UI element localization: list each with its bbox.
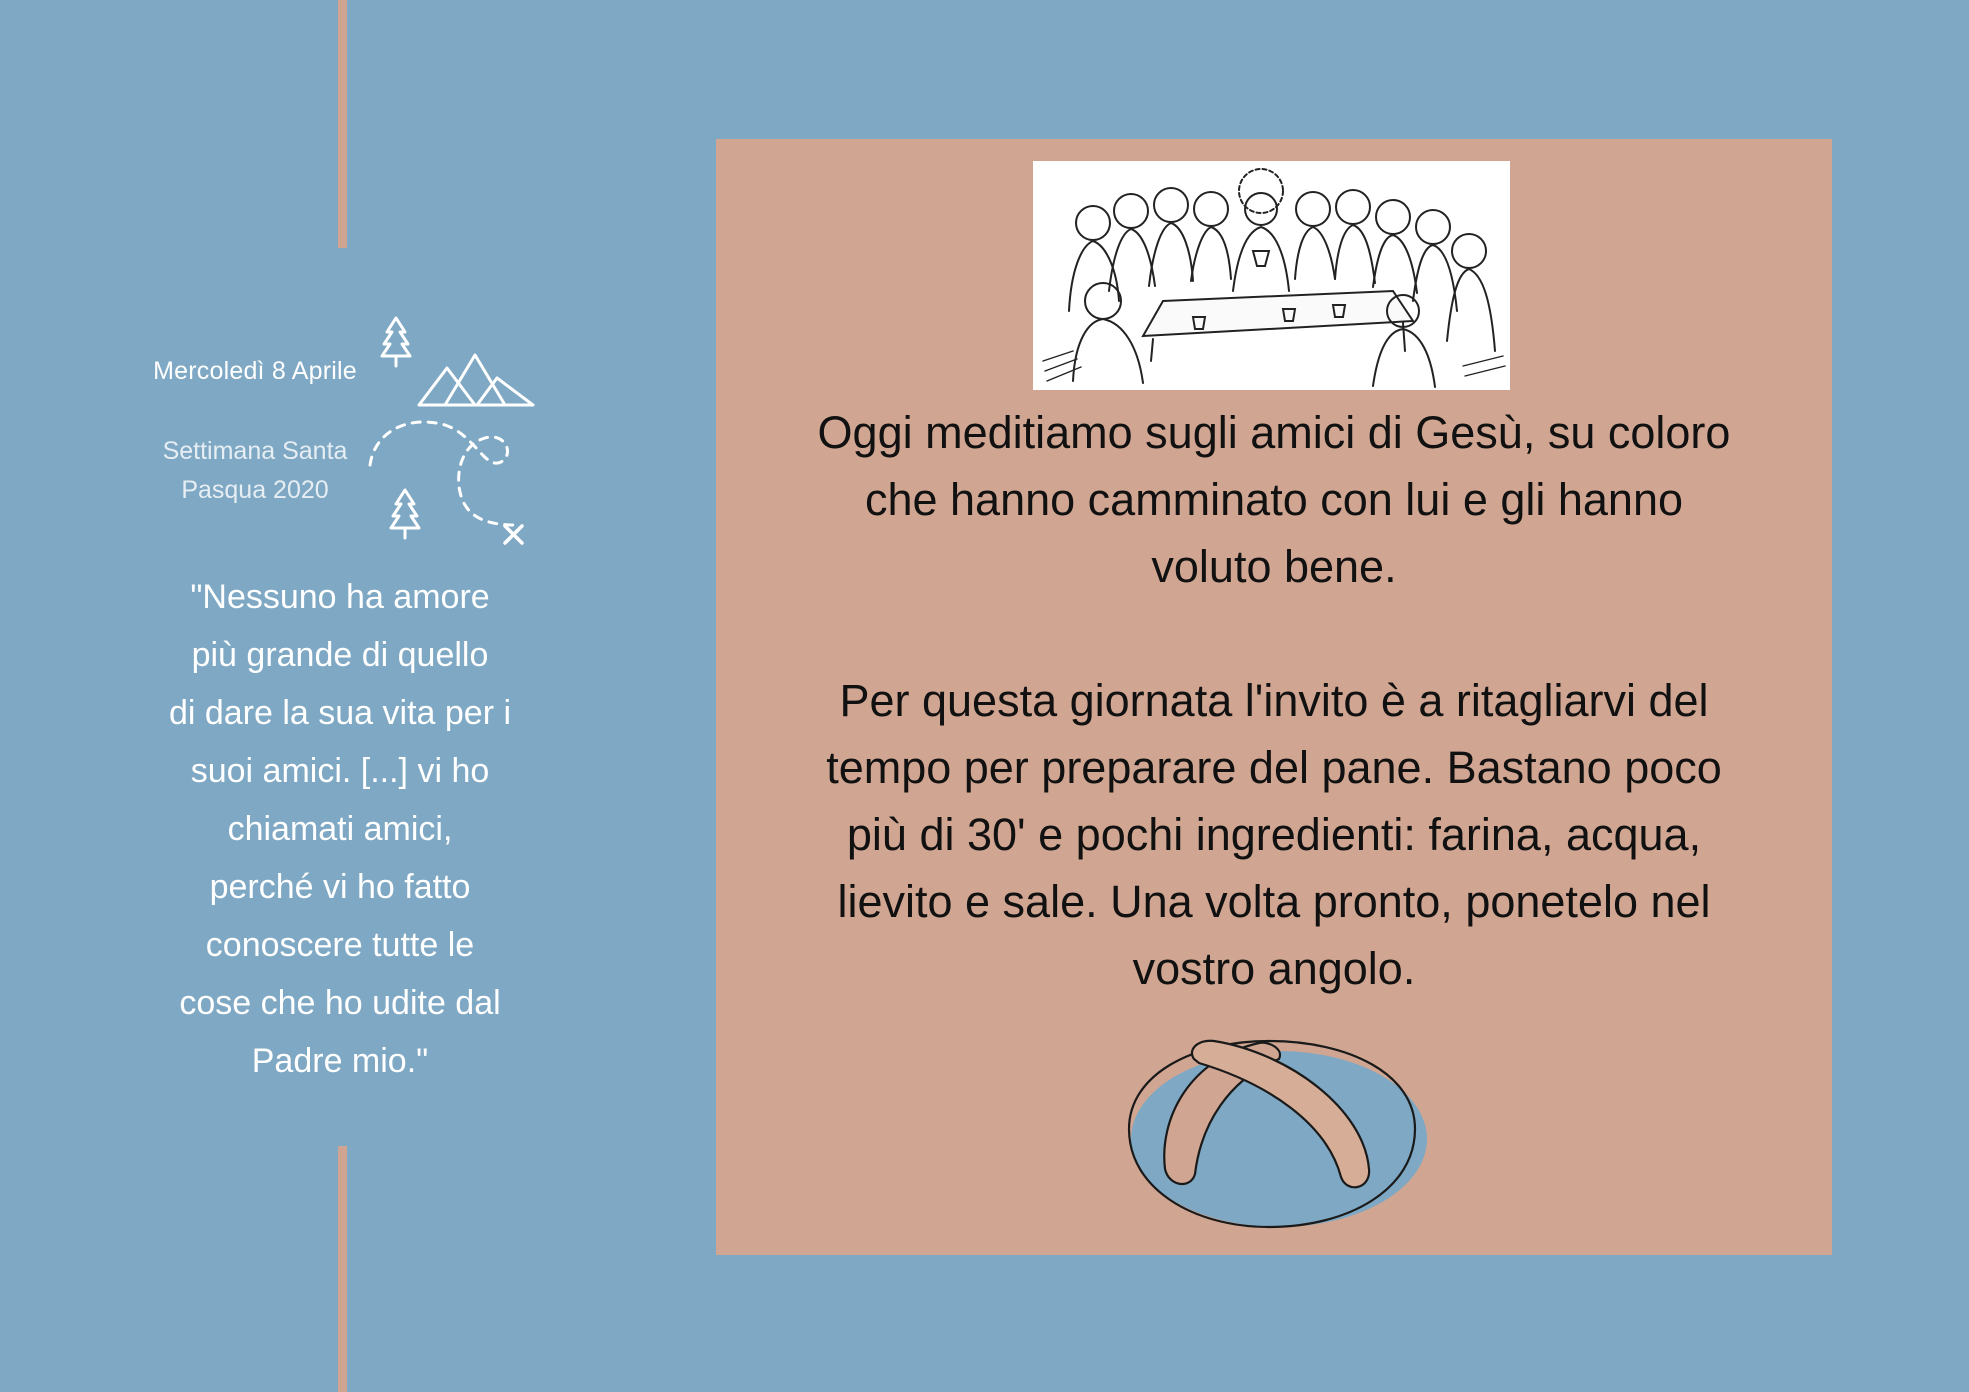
last-supper-illustration (1033, 161, 1510, 390)
paragraph-1-line: che hanno camminato con lui e gli hanno (864, 474, 1684, 525)
quote-line: chiamati amici, (227, 810, 453, 848)
paragraph-2-line: lievito e sale. Una volta pronto, ponetelo nel (837, 876, 1711, 927)
quote-line: Padre mio." (251, 1042, 429, 1080)
week-line: Settimana Santa (162, 437, 348, 465)
paragraph-2-line: più di 30' e pochi ingredienti: farina, acqua, (846, 809, 1702, 860)
quote-line: conoscere tutte le (205, 926, 475, 964)
mountains-icon (419, 355, 533, 405)
trail-map-decoration (365, 310, 545, 550)
quote-line: di dare la sua vita per i (168, 694, 512, 732)
quote-line: "Nessuno ha amore (190, 578, 490, 616)
dashed-trail-icon (370, 422, 515, 525)
paragraph-2-line: Per questa giornata l'invito è a ritagliarvi del (839, 675, 1709, 726)
tree-icon (382, 318, 410, 366)
bread-icon (1119, 1029, 1429, 1229)
scripture-quote (140, 568, 540, 1090)
quote-line: suoi amici. [...] vi ho (190, 752, 490, 790)
content-card (716, 139, 1832, 1255)
paragraph-2-line: vostro angolo. (1132, 943, 1416, 994)
quote-line: perché vi ho fatto (209, 868, 471, 906)
decorative-line-bottom (338, 1146, 347, 1392)
quote-line: cose che ho udite dal (179, 984, 501, 1022)
x-mark-icon (505, 526, 522, 543)
tree-icon (391, 490, 419, 538)
week-label (130, 432, 380, 510)
decorative-line-top (338, 0, 347, 248)
meditation-text (736, 399, 1812, 1002)
date-label: Mercoledì 8 Aprile (153, 357, 357, 385)
paragraph-2-line: tempo per preparare del pane. Bastano poco (826, 742, 1722, 793)
paragraph-1-line: voluto bene. (1151, 541, 1397, 592)
quote-line: più grande di quello (191, 636, 489, 674)
paragraph-1-line: Oggi meditiamo sugli amici di Gesù, su coloro (817, 407, 1731, 458)
week-line: Pasqua 2020 (181, 476, 329, 504)
